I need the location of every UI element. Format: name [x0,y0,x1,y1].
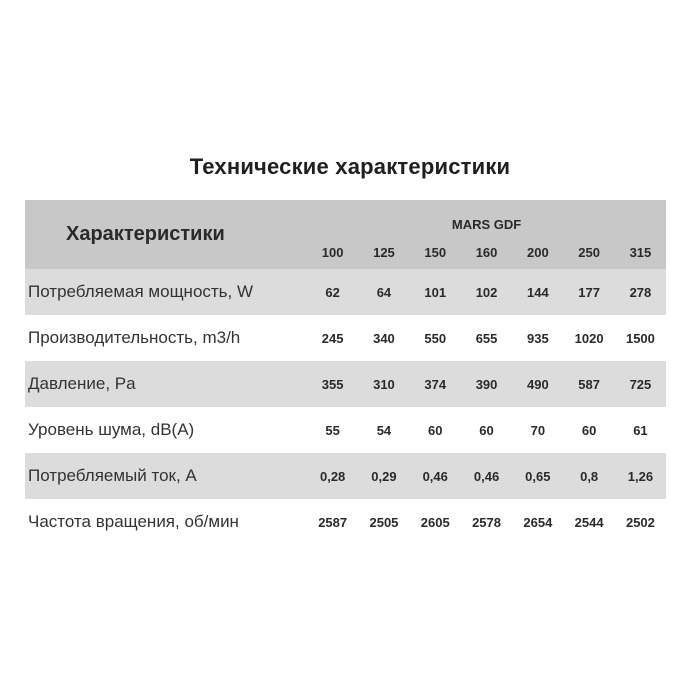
row-value: 55 [325,422,340,438]
row-value: 61 [633,422,648,438]
size-header: 125 [358,235,409,269]
row-value: 60 [479,422,494,438]
table-row [25,407,666,453]
row-value: 2544 [574,514,604,530]
size-header: 250 [563,235,614,269]
row-label: Потребляемая мощность, W [25,269,307,315]
row-value: 2505 [369,514,399,530]
row-label: Давление, Pa [25,361,307,407]
size-header: 100 [307,235,358,269]
row-value: 2578 [472,514,501,530]
row-value: 278 [615,269,666,315]
row-value: 102 [461,269,512,315]
row-value: 2502 [625,514,655,530]
row-value: 2654 [523,514,553,530]
row-value: 0,29 [358,453,409,499]
size-header: 315 [615,235,666,269]
row-value: 1,26 [615,453,666,499]
row-value: 60 [581,422,597,438]
page-title: Технические характеристики [189,154,511,179]
row-value: 2587 [318,514,348,530]
row-value: 177 [563,269,614,315]
row-value: 355 [307,361,358,407]
size-header: 200 [512,235,563,269]
row-value: 0,65 [512,453,563,499]
table-row [25,269,666,315]
row-value: 144 [512,269,563,315]
row-value: 390 [461,361,512,407]
row-value: 64 [358,269,409,315]
row-value: 935 [526,330,549,346]
row-value: 490 [512,361,563,407]
table-header-row [25,200,666,235]
row-value: 374 [410,361,461,407]
model-name: MARS GDF [307,200,666,235]
row-value: 101 [410,269,461,315]
row-value: 340 [373,330,395,346]
row-value: 1500 [625,330,655,346]
row-value: 2605 [420,514,450,530]
row-value: 310 [358,361,409,407]
table-row [25,453,666,499]
row-value: 70 [530,422,546,438]
row-label: Частота вращения, об/мин [28,512,239,531]
row-value: 587 [563,361,614,407]
row-label: Уровень шума, dB(A) [28,420,195,439]
row-value: 0,46 [410,453,461,499]
row-value: 62 [307,269,358,315]
size-header: 160 [461,235,512,269]
table-row [25,361,666,407]
table-row [25,315,666,361]
header-label: Характеристики [25,200,307,269]
row-value: 0,28 [307,453,358,499]
row-value: 550 [424,330,447,346]
row-value: 725 [615,361,666,407]
row-value: 0,46 [461,453,512,499]
row-value: 54 [376,422,392,438]
row-value: 1020 [574,330,604,346]
row-value: 655 [475,330,498,346]
row-value: 245 [321,330,344,346]
row-label: Потребляемый ток, A [25,453,307,499]
spec-table [25,200,666,545]
row-value: 60 [428,422,443,438]
row-label: Производительность, m3/h [28,328,241,347]
table-row [25,499,666,545]
row-value: 0,8 [563,453,614,499]
size-header: 150 [410,235,461,269]
